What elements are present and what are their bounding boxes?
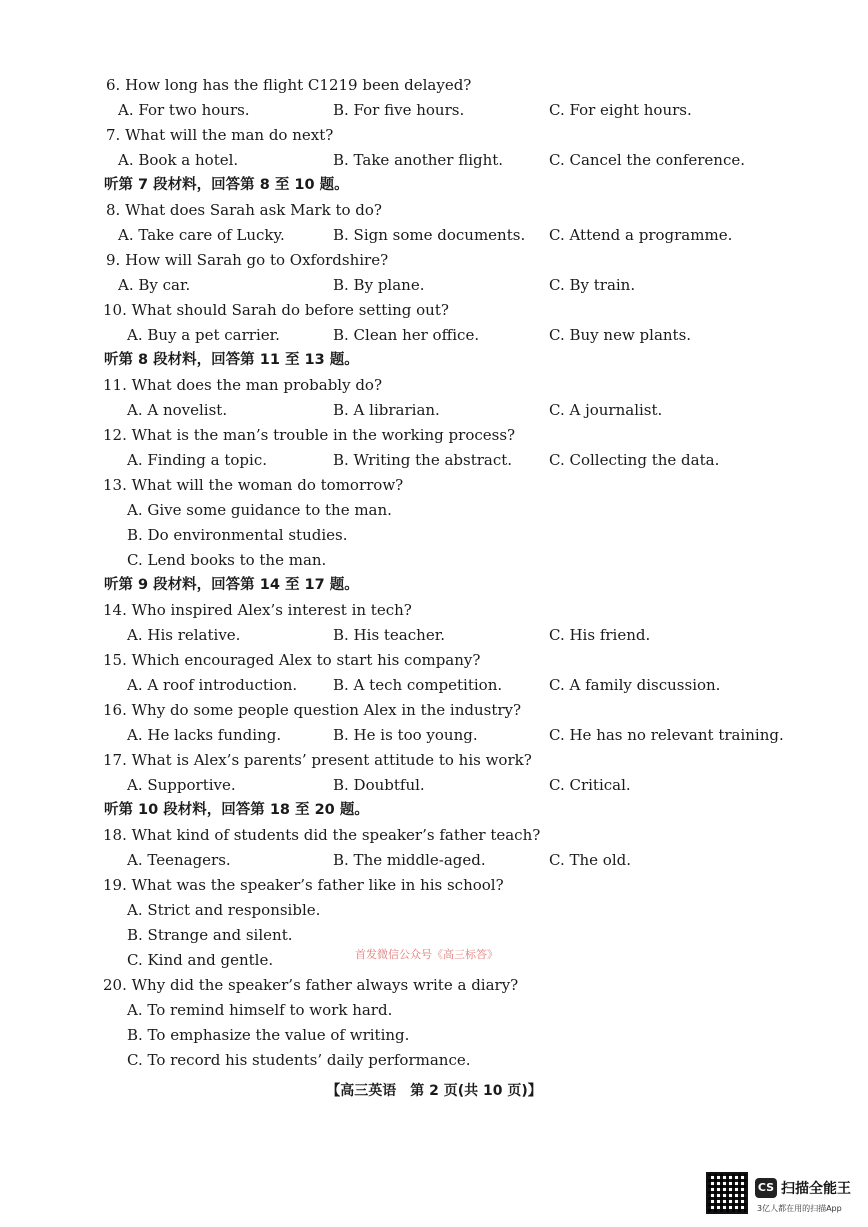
options-row — [0, 548, 868, 573]
line-text: 6. How long has the flight C1219 been delayed? — [106, 76, 472, 94]
question — [0, 748, 868, 773]
option-text: B. A tech competition. — [333, 676, 503, 694]
question — [0, 73, 868, 98]
option-text: A. He lacks funding. — [127, 726, 282, 744]
options-row — [0, 148, 868, 173]
options-row — [0, 623, 868, 648]
page-footer: 【高三英语 第 2 页(共 10 页)】 — [326, 1083, 542, 1099]
line-text: 12. What is the man’s trouble in the working process? — [103, 426, 516, 444]
options-row — [0, 1023, 868, 1048]
scanner-app-name: 扫描全能王 — [781, 1181, 851, 1197]
option-text: C. Attend a programme. — [549, 226, 733, 244]
option-text: A. Teenagers. — [127, 851, 231, 869]
question — [0, 598, 868, 623]
question — [0, 123, 868, 148]
options-row — [0, 923, 868, 948]
option-text: C. Critical. — [549, 776, 631, 794]
options-row — [0, 1048, 868, 1073]
watermark: 首发微信公众号《高三标答》 — [355, 948, 498, 961]
line-text: 8. What does Sarah ask Mark to do? — [106, 201, 382, 219]
option-text: C. Buy new plants. — [549, 326, 692, 344]
scanner-tagline: 3亿人都在用的扫描App — [757, 1204, 842, 1213]
options-row — [0, 773, 868, 798]
option-text: C. For eight hours. — [549, 101, 692, 119]
option-text: C. By train. — [549, 276, 636, 294]
question — [0, 473, 868, 498]
question — [0, 298, 868, 323]
section-heading — [0, 573, 868, 598]
option-text: A. Take care of Lucky. — [118, 226, 285, 244]
option-text: B. A librarian. — [333, 401, 440, 419]
option-text: B. Doubtful. — [333, 776, 425, 794]
option-text: C. His friend. — [549, 626, 651, 644]
option-text: C. A journalist. — [549, 401, 663, 419]
option-text: B. Strange and silent. — [127, 926, 293, 944]
options-row — [0, 523, 868, 548]
options-row — [0, 723, 868, 748]
options-row — [0, 323, 868, 348]
option-text: C. He has no relevant training. — [549, 726, 784, 744]
options-row — [0, 98, 868, 123]
option-text: A. Finding a topic. — [127, 451, 268, 469]
option-text: B. The middle-aged. — [333, 851, 486, 869]
line-text: 16. Why do some people question Alex in the industry? — [103, 701, 522, 719]
line-text: 14. Who inspired Alex’s interest in tech? — [103, 601, 412, 619]
option-text: B. Clean her office. — [333, 326, 480, 344]
line-text: 听第 7 段材料，回答第 8 至 10 题。 — [104, 177, 349, 193]
option-text: B. Do environmental studies. — [127, 526, 348, 544]
option-text: B. He is too young. — [333, 726, 478, 744]
line-text: 13. What will the woman do tomorrow? — [103, 476, 404, 494]
camscanner-logo-icon: CS — [755, 1178, 777, 1198]
options-row — [0, 448, 868, 473]
question — [0, 873, 868, 898]
question — [0, 648, 868, 673]
option-text: B. For five hours. — [333, 101, 465, 119]
option-text: B. Sign some documents. — [333, 226, 526, 244]
options-row — [0, 273, 868, 298]
option-text: C. Collecting the data. — [549, 451, 720, 469]
question — [0, 198, 868, 223]
option-text: A. Strict and responsible. — [127, 901, 321, 919]
line-text: 15. Which encouraged Alex to start his company? — [103, 651, 481, 669]
option-text: B. Writing the abstract. — [333, 451, 513, 469]
options-row — [0, 998, 868, 1023]
option-text: A. Buy a pet carrier. — [127, 326, 280, 344]
question — [0, 698, 868, 723]
question — [0, 373, 868, 398]
options-row — [0, 398, 868, 423]
options-row — [0, 898, 868, 923]
line-text: 9. How will Sarah go to Oxfordshire? — [106, 251, 389, 269]
section-heading — [0, 798, 868, 823]
question — [0, 973, 868, 998]
line-text: 听第 9 段材料，回答第 14 至 17 题。 — [104, 577, 359, 593]
qr-code-icon — [706, 1172, 748, 1214]
option-text: C. The old. — [549, 851, 631, 869]
line-text: 听第 8 段材料，回答第 11 至 13 题。 — [104, 352, 359, 368]
section-heading — [0, 173, 868, 198]
option-text: C. Lend books to the man. — [127, 551, 327, 569]
line-text: 19. What was the speaker’s father like in his school? — [103, 876, 504, 894]
option-text: C. To record his students’ daily performance. — [127, 1051, 471, 1069]
option-text: B. To emphasize the value of writing. — [127, 1026, 410, 1044]
option-text: B. By plane. — [333, 276, 425, 294]
question — [0, 823, 868, 848]
options-row — [0, 498, 868, 523]
option-text: C. Kind and gentle. — [127, 951, 274, 969]
option-text: A. For two hours. — [118, 101, 250, 119]
option-text: A. His relative. — [127, 626, 241, 644]
line-text: 听第 10 段材料，回答第 18 至 20 题。 — [104, 802, 369, 818]
section-heading — [0, 348, 868, 373]
line-text: 11. What does the man probably do? — [103, 376, 383, 394]
question — [0, 423, 868, 448]
option-text: A. Give some guidance to the man. — [127, 501, 392, 519]
line-text: 17. What is Alex’s parents’ present attitude to his work? — [103, 751, 532, 769]
options-row — [0, 848, 868, 873]
line-text: 10. What should Sarah do before setting out? — [103, 301, 449, 319]
option-text: A. A novelist. — [127, 401, 228, 419]
option-text: B. Take another flight. — [333, 151, 504, 169]
line-text: 18. What kind of students did the speaker’s father teach? — [103, 826, 541, 844]
line-text: 7. What will the man do next? — [106, 126, 334, 144]
option-text: A. To remind himself to work hard. — [127, 1001, 393, 1019]
option-text: A. By car. — [118, 276, 191, 294]
options-row — [0, 223, 868, 248]
option-text: A. Supportive. — [127, 776, 236, 794]
question — [0, 248, 868, 273]
options-row — [0, 673, 868, 698]
line-text: 20. Why did the speaker’s father always write a diary? — [103, 976, 519, 994]
option-text: A. Book a hotel. — [118, 151, 239, 169]
option-text: A. A roof introduction. — [127, 676, 298, 694]
option-text: C. Cancel the conference. — [549, 151, 746, 169]
option-text: C. A family discussion. — [549, 676, 721, 694]
option-text: B. His teacher. — [333, 626, 445, 644]
